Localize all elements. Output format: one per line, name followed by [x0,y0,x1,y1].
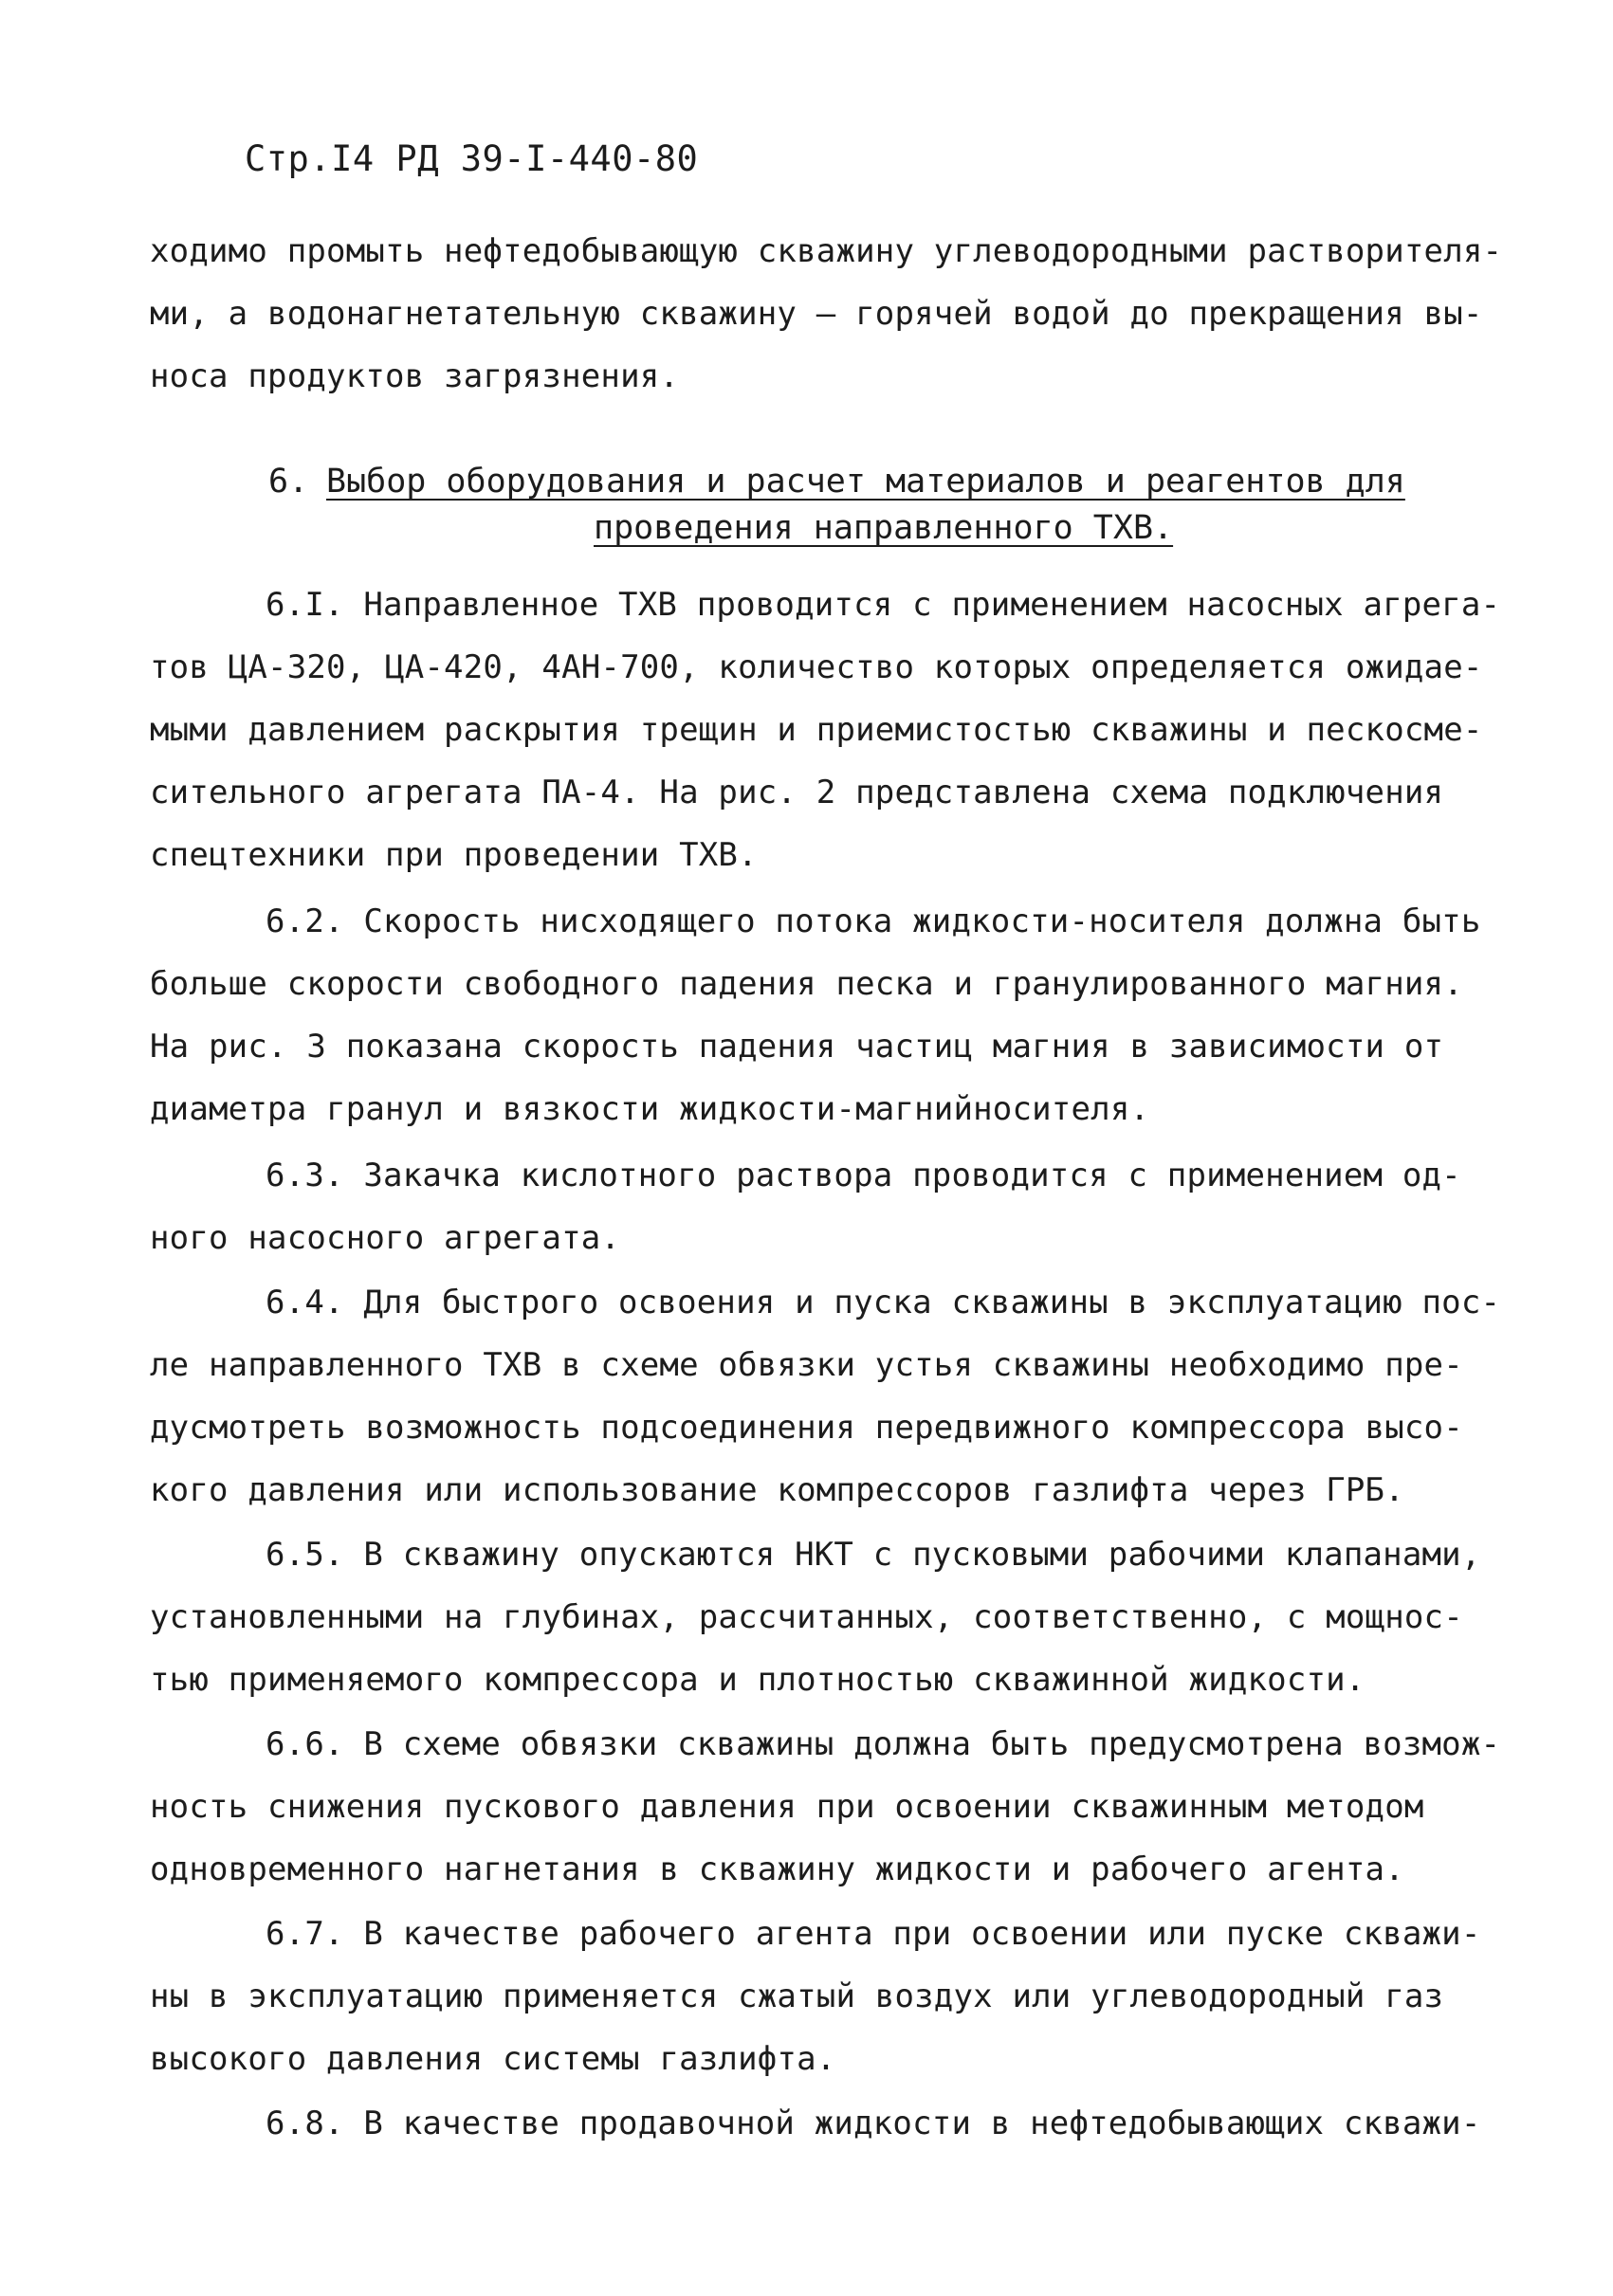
intro-line-2: ми, а водонагнетательную скважину – горячей водой до прекращения вы- [150,295,1483,333]
paragraph-6-4-line-1: 6.4. Для быстрого освоения и пуска скважины в эксплуатацию пос- [266,1284,1501,1321]
paragraph-6-1-line-2: тов ЦА-320, ЦА-420, 4АН-700, количество которых определяется ожидае- [150,648,1483,686]
section-title-line-2 [594,509,1173,547]
paragraph-6-3-line-2: ного насосного агрегата. [150,1219,621,1257]
paragraph-6-4-line-3: дусмотреть возможность подсоединения передвижного компрессора высо- [150,1409,1463,1447]
paragraph-6-6-line-1: 6.6. В схеме обвязки скважины должна быть предусмотрена возмож- [266,1725,1501,1763]
paragraph-6-6-line-3: одновременного нагнетания в скважину жидкости и рабочего агента. [150,1850,1404,1888]
page-header: Стр.I4 РД 39-I-440-80 [245,138,699,179]
intro-line-1: ходимо промыть нефтедобывающую скважину углеводородными растворителя- [150,232,1503,270]
intro-line-3: носа продуктов загрязнения. [150,357,680,395]
section-title-text-2: проведения направленного ТХВ. [594,509,1174,547]
paragraph-6-4-line-2: ле направленного ТХВ в схеме обвязки устья скважины необходимо пре- [150,1346,1463,1384]
paragraph-6-5-line-2: установленными на глубинах, рассчитанных, соответственно, с мощнос- [150,1598,1463,1636]
paragraph-6-1-line-5: спецтехники при проведении ТХВ. [150,836,758,874]
paragraph-6-5-line-3: тью применяемого компрессора и плотностью скважинной жидкости. [150,1661,1366,1699]
paragraph-6-2-line-3: На рис. 3 показана скорость падения частиц магния в зависимости от [150,1028,1444,1066]
paragraph-6-2-line-1: 6.2. Скорость нисходящего потока жидкости-носителя должна быть [266,902,1481,940]
paragraph-6-1-line-1: 6.I. Направленное ТХВ проводится с применением насосных агрега- [266,586,1501,624]
paragraph-6-1-line-3: мыми давлением раскрытия трещин и приемистостью скважины и пескосме- [150,711,1483,749]
paragraph-6-3-line-1: 6.3. Закачка кислотного раствора проводится с применением од- [266,1157,1461,1194]
paragraph-6-2-line-2: больше скорости свободного падения песка и гранулированного магния. [150,965,1463,1003]
paragraph-6-8-line-1: 6.8. В качестве продавочной жидкости в нефтедобывающих скважи- [266,2105,1481,2142]
paragraph-6-1-line-4: сительного агрегата ПА-4. На рис. 2 представлена схема подключения [150,774,1444,811]
paragraph-6-7-line-3: высокого давления системы газлифта. [150,2040,836,2078]
section-title-text-1: Выбор оборудования и расчет материалов и реагентов для [326,463,1405,501]
paragraph-6-7-line-2: ны в эксплуатацию применяется сжатый воздух или углеводородный газ [150,1977,1444,2015]
section-number: 6. [268,463,309,501]
paragraph-6-2-line-4: диаметра гранул и вязкости жидкости-магнийносителя. [150,1090,1150,1128]
paragraph-6-6-line-2: ность снижения пускового давления при освоении скважинным методом [150,1788,1424,1826]
section-title-line-1 [326,463,1405,501]
paragraph-6-5-line-1: 6.5. В скважину опускаются НКТ с пусковыми рабочими клапанами, [266,1536,1481,1574]
paragraph-6-4-line-4: кого давления или использование компрессоров газлифта через ГРБ. [150,1471,1404,1509]
paragraph-6-7-line-1: 6.7. В качестве рабочего агента при освоении или пуске скважи- [266,1915,1481,1953]
